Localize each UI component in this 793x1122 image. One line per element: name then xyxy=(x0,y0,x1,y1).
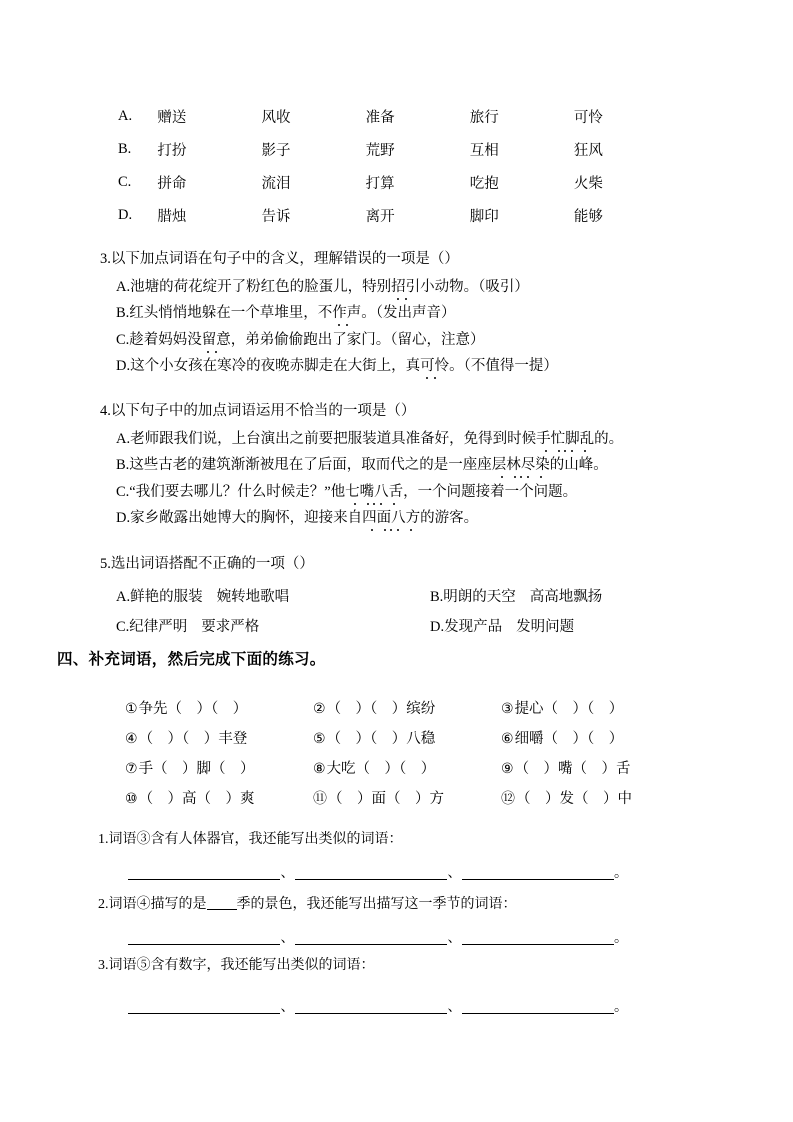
sub-question-3-answer-lines xyxy=(128,996,626,1016)
answer-blank[interactable] xyxy=(462,879,614,880)
collocation-second: 发明问题 xyxy=(516,618,575,635)
idiom-item-5[interactable] xyxy=(313,722,501,752)
question-5-option-b xyxy=(430,585,602,606)
question-text-pre: 词语④描写的是 xyxy=(108,897,207,912)
option-text-pre: 这些古老的建筑渐渐被甩在了后面，取而代之的是一座座 xyxy=(129,457,492,473)
item-number: ⑩ xyxy=(125,790,138,807)
emphasis-word: 可怜 xyxy=(420,358,450,374)
idiom-item-8[interactable] xyxy=(313,752,501,782)
season-inline-blank[interactable] xyxy=(207,909,237,910)
idiom-text: （ ）（ ）丰登 xyxy=(138,730,248,747)
sub-question-2 xyxy=(98,898,517,912)
word-cell: 准备 xyxy=(365,110,395,126)
word-cell: 狂风 xyxy=(573,143,603,159)
question-3-stem xyxy=(100,252,558,267)
question-4-option-c xyxy=(116,485,623,500)
word-cell: 荒野 xyxy=(365,143,395,159)
option-label: D. xyxy=(430,618,445,635)
word-cell: 风收 xyxy=(261,110,291,126)
question-5-option-c xyxy=(116,615,259,636)
idiom-text: 手（ ）脚（ ） xyxy=(138,760,255,777)
option-label-a: A. xyxy=(118,108,133,124)
collocation-second: 要求严格 xyxy=(201,618,260,635)
option-label: D. xyxy=(116,510,131,526)
question-5-options xyxy=(100,585,700,645)
question-number: 3. xyxy=(100,251,111,267)
word-cell: 赠送 xyxy=(157,110,187,126)
answer-blank[interactable] xyxy=(462,1013,614,1014)
answer-paren: ） xyxy=(400,403,416,419)
option-label-d: D. xyxy=(118,207,133,223)
word-cell: 旅行 xyxy=(469,110,499,126)
idiom-text: 细嚼（ ）（ ） xyxy=(514,730,624,747)
collocation-second: 婉转地歌唱 xyxy=(216,588,290,605)
emphasis-idiom: 手忙脚乱 xyxy=(536,430,595,447)
collocation-first: 纪律严明 xyxy=(129,618,188,635)
question-4-option-b xyxy=(116,458,623,473)
idiom-item-2[interactable] xyxy=(313,692,501,722)
table-row xyxy=(118,199,678,232)
period-mark: 。 xyxy=(614,866,628,881)
question-text-post: 季的景色，我还能写出描写这一季节的词语： xyxy=(236,897,517,912)
option-text-post: 的山峰。 xyxy=(549,457,608,473)
idiom-text: （ ）发（ ）中 xyxy=(516,790,632,807)
question-number: 4. xyxy=(100,403,111,419)
question-5 xyxy=(100,557,700,645)
option-text-post: 的游客。 xyxy=(420,510,479,526)
list-separator: 、 xyxy=(280,931,295,946)
question-5-option-a xyxy=(116,585,289,606)
option-text-pre: 池塘的荷花绽开了粉红色的脸蛋儿，特别 xyxy=(130,278,392,295)
list-separator: 、 xyxy=(280,1000,295,1015)
collocation-second: 高高地飘扬 xyxy=(529,588,603,605)
idiom-text: （ ）嘴（ ）舌 xyxy=(514,760,631,777)
idiom-text: （ ）（ ）缤纷 xyxy=(326,700,436,717)
word-choice-table xyxy=(118,100,678,232)
table-row xyxy=(125,752,685,782)
word-cell: 打扮 xyxy=(157,143,187,159)
option-label: B. xyxy=(430,588,444,605)
idiom-item-6[interactable] xyxy=(501,722,685,752)
question-number: 2. xyxy=(98,897,109,912)
word-cell: 脚印 xyxy=(469,209,499,225)
option-text-post: ，一个问题接着一个问题。 xyxy=(403,483,578,500)
item-number: ⑥ xyxy=(501,730,514,747)
table-row xyxy=(118,166,678,199)
option-row xyxy=(100,615,700,645)
word-cell: 吃抱 xyxy=(469,176,499,192)
option-label: A. xyxy=(116,588,131,605)
answer-blank[interactable] xyxy=(295,1013,447,1014)
idiom-item-1[interactable] xyxy=(125,692,313,722)
word-cell: 打算 xyxy=(365,176,395,192)
table-row xyxy=(125,722,685,752)
option-label: B. xyxy=(116,457,130,473)
option-text-pre: 老师跟我们说，上台演出之前要把服装道具准备好，免得到时候 xyxy=(130,430,537,447)
word-cell: 互相 xyxy=(469,143,499,159)
item-number: ③ xyxy=(501,700,514,717)
item-number: ⑧ xyxy=(313,760,326,777)
idiom-item-11[interactable] xyxy=(313,782,501,812)
emphasis-idiom: 四面八方 xyxy=(362,510,421,526)
answer-blank[interactable] xyxy=(295,944,447,945)
option-text-pre: 这个小女孩在寒冷的夜晚赤脚走在大街上，真 xyxy=(130,358,421,374)
sub-question-3 xyxy=(98,959,375,973)
answer-paren: ） xyxy=(299,556,315,572)
option-label: C. xyxy=(116,331,130,348)
item-number: ② xyxy=(313,700,326,717)
option-label: A. xyxy=(116,430,131,447)
word-cell: 影子 xyxy=(261,143,291,159)
idiom-item-7[interactable] xyxy=(125,752,313,782)
option-label: C. xyxy=(116,483,130,500)
list-separator: 、 xyxy=(447,931,462,946)
option-label-b: B. xyxy=(118,141,132,157)
word-cell: 离开 xyxy=(365,209,395,225)
emphasis-word: 作声 xyxy=(332,305,362,321)
idiom-text: 提心（ ）（ ） xyxy=(514,700,624,717)
idiom-fill-grid xyxy=(125,692,685,812)
table-row xyxy=(118,133,678,166)
question-4 xyxy=(100,404,623,538)
idiom-item-9[interactable] xyxy=(501,752,685,782)
collocation-first: 明朗的天空 xyxy=(443,588,516,605)
option-text-post: ，弟弟偷偷跑出了家门。（留心，注意） xyxy=(230,331,485,348)
option-text-post: 。（不值得一提） xyxy=(449,358,558,374)
option-text-post: 小动物。（吸引） xyxy=(420,278,529,295)
sub-question-1-stem xyxy=(98,833,403,847)
emphasis-idiom: 层林尽染 xyxy=(491,457,550,473)
option-row xyxy=(100,585,700,615)
question-5-stem xyxy=(100,557,700,572)
table-row xyxy=(118,100,678,133)
answer-blank[interactable] xyxy=(128,944,280,945)
word-cell: 腊烛 xyxy=(157,209,187,225)
sub-question-2-answer-lines xyxy=(128,927,626,947)
word-cell: 火柴 xyxy=(573,176,603,192)
option-label: C. xyxy=(116,618,130,635)
option-label-c: C. xyxy=(118,174,132,190)
question-number: 3. xyxy=(98,958,109,973)
emphasis-word: 留意 xyxy=(201,331,231,348)
question-3 xyxy=(100,252,558,386)
list-separator: 、 xyxy=(447,1000,462,1015)
answer-blank[interactable] xyxy=(128,879,280,880)
idiom-text: （ ）高（ ）爽 xyxy=(138,790,255,807)
idiom-text: （ ）面（ ）方 xyxy=(328,790,444,807)
question-number: 1. xyxy=(98,832,109,847)
question-4-stem xyxy=(100,404,623,419)
idiom-text: 大吃（ ）（ ） xyxy=(326,760,436,777)
idiom-item-10[interactable] xyxy=(125,782,313,812)
option-text-post: 的。 xyxy=(594,430,624,447)
item-number: ① xyxy=(125,700,138,717)
question-3-option-a xyxy=(116,280,558,295)
answer-paren: ） xyxy=(444,251,460,267)
table-row xyxy=(125,782,685,812)
question-text: 以下加点词语在句子中的含义，理解错误的一项是（ xyxy=(110,251,445,267)
emphasis-idiom: 七嘴八舌 xyxy=(345,483,404,500)
question-3-option-c xyxy=(116,333,558,348)
word-cell: 可怜 xyxy=(573,110,603,126)
idiom-item-4[interactable] xyxy=(125,722,313,752)
question-text: 以下句子中的加点词语运用不恰当的一项是（ xyxy=(110,403,401,419)
word-cell: 流泪 xyxy=(261,176,291,192)
question-5-option-d xyxy=(430,615,574,636)
option-text-pre: 红头悄悄地躲在一个草堆里，不 xyxy=(129,305,333,321)
option-text-post: 。（发出声音） xyxy=(361,305,456,321)
section-heading-four: 四、补充词语，然后完成下面的练习。 xyxy=(57,650,326,668)
question-3-option-d xyxy=(116,359,558,374)
answer-blank[interactable] xyxy=(128,1013,280,1014)
item-number: ④ xyxy=(125,730,138,747)
option-text-pre: 趁着妈妈没 xyxy=(129,331,202,348)
emphasis-word: 招引 xyxy=(391,278,421,295)
question-3-option-b xyxy=(116,306,558,321)
question-text: 词语③含有人体器官，我还能写出类似的词语： xyxy=(108,832,403,847)
question-text: 词语⑤含有数字，我还能写出类似的词语： xyxy=(108,958,375,973)
option-text-pre: 家乡敞露出她博大的胸怀，迎接来自 xyxy=(130,510,363,526)
collocation-first: 鲜艳的服装 xyxy=(130,588,203,605)
sub-question-2-stem xyxy=(98,898,517,912)
item-number: ⑪ xyxy=(313,790,327,807)
word-cell: 拼命 xyxy=(157,176,187,192)
collocation-first: 发现产品 xyxy=(444,618,503,635)
item-number: ⑦ xyxy=(125,760,138,777)
idiom-item-3[interactable] xyxy=(501,692,685,722)
sub-question-1 xyxy=(98,833,403,847)
answer-blank[interactable] xyxy=(295,879,447,880)
word-cell: 告诉 xyxy=(261,209,291,225)
period-mark: 。 xyxy=(614,931,628,946)
option-label: A. xyxy=(116,278,131,295)
idiom-text: 争先（ ）（ ） xyxy=(138,700,248,717)
option-label: B. xyxy=(116,305,130,321)
sub-question-1-answer-lines xyxy=(128,862,626,882)
word-cell: 能够 xyxy=(573,209,603,225)
item-number: ⑤ xyxy=(313,730,326,747)
item-number: ⑫ xyxy=(501,790,515,807)
question-4-option-d xyxy=(116,511,623,526)
item-number: ⑨ xyxy=(501,760,514,777)
list-separator: 、 xyxy=(447,866,462,881)
idiom-text: （ ）（ ）八稳 xyxy=(326,730,436,747)
option-label: D. xyxy=(116,358,131,374)
table-row xyxy=(125,692,685,722)
sub-question-3-stem xyxy=(98,959,375,973)
period-mark: 。 xyxy=(614,1000,628,1015)
option-text-pre: “我们要去哪儿？什么时候走？”他 xyxy=(129,483,346,500)
idiom-item-12[interactable] xyxy=(501,782,685,812)
list-separator: 、 xyxy=(280,866,295,881)
answer-blank[interactable] xyxy=(462,944,614,945)
question-4-option-a xyxy=(116,432,623,447)
question-number: 5. xyxy=(100,556,111,572)
question-text: 选出词语搭配不正确的一项（ xyxy=(110,556,300,572)
